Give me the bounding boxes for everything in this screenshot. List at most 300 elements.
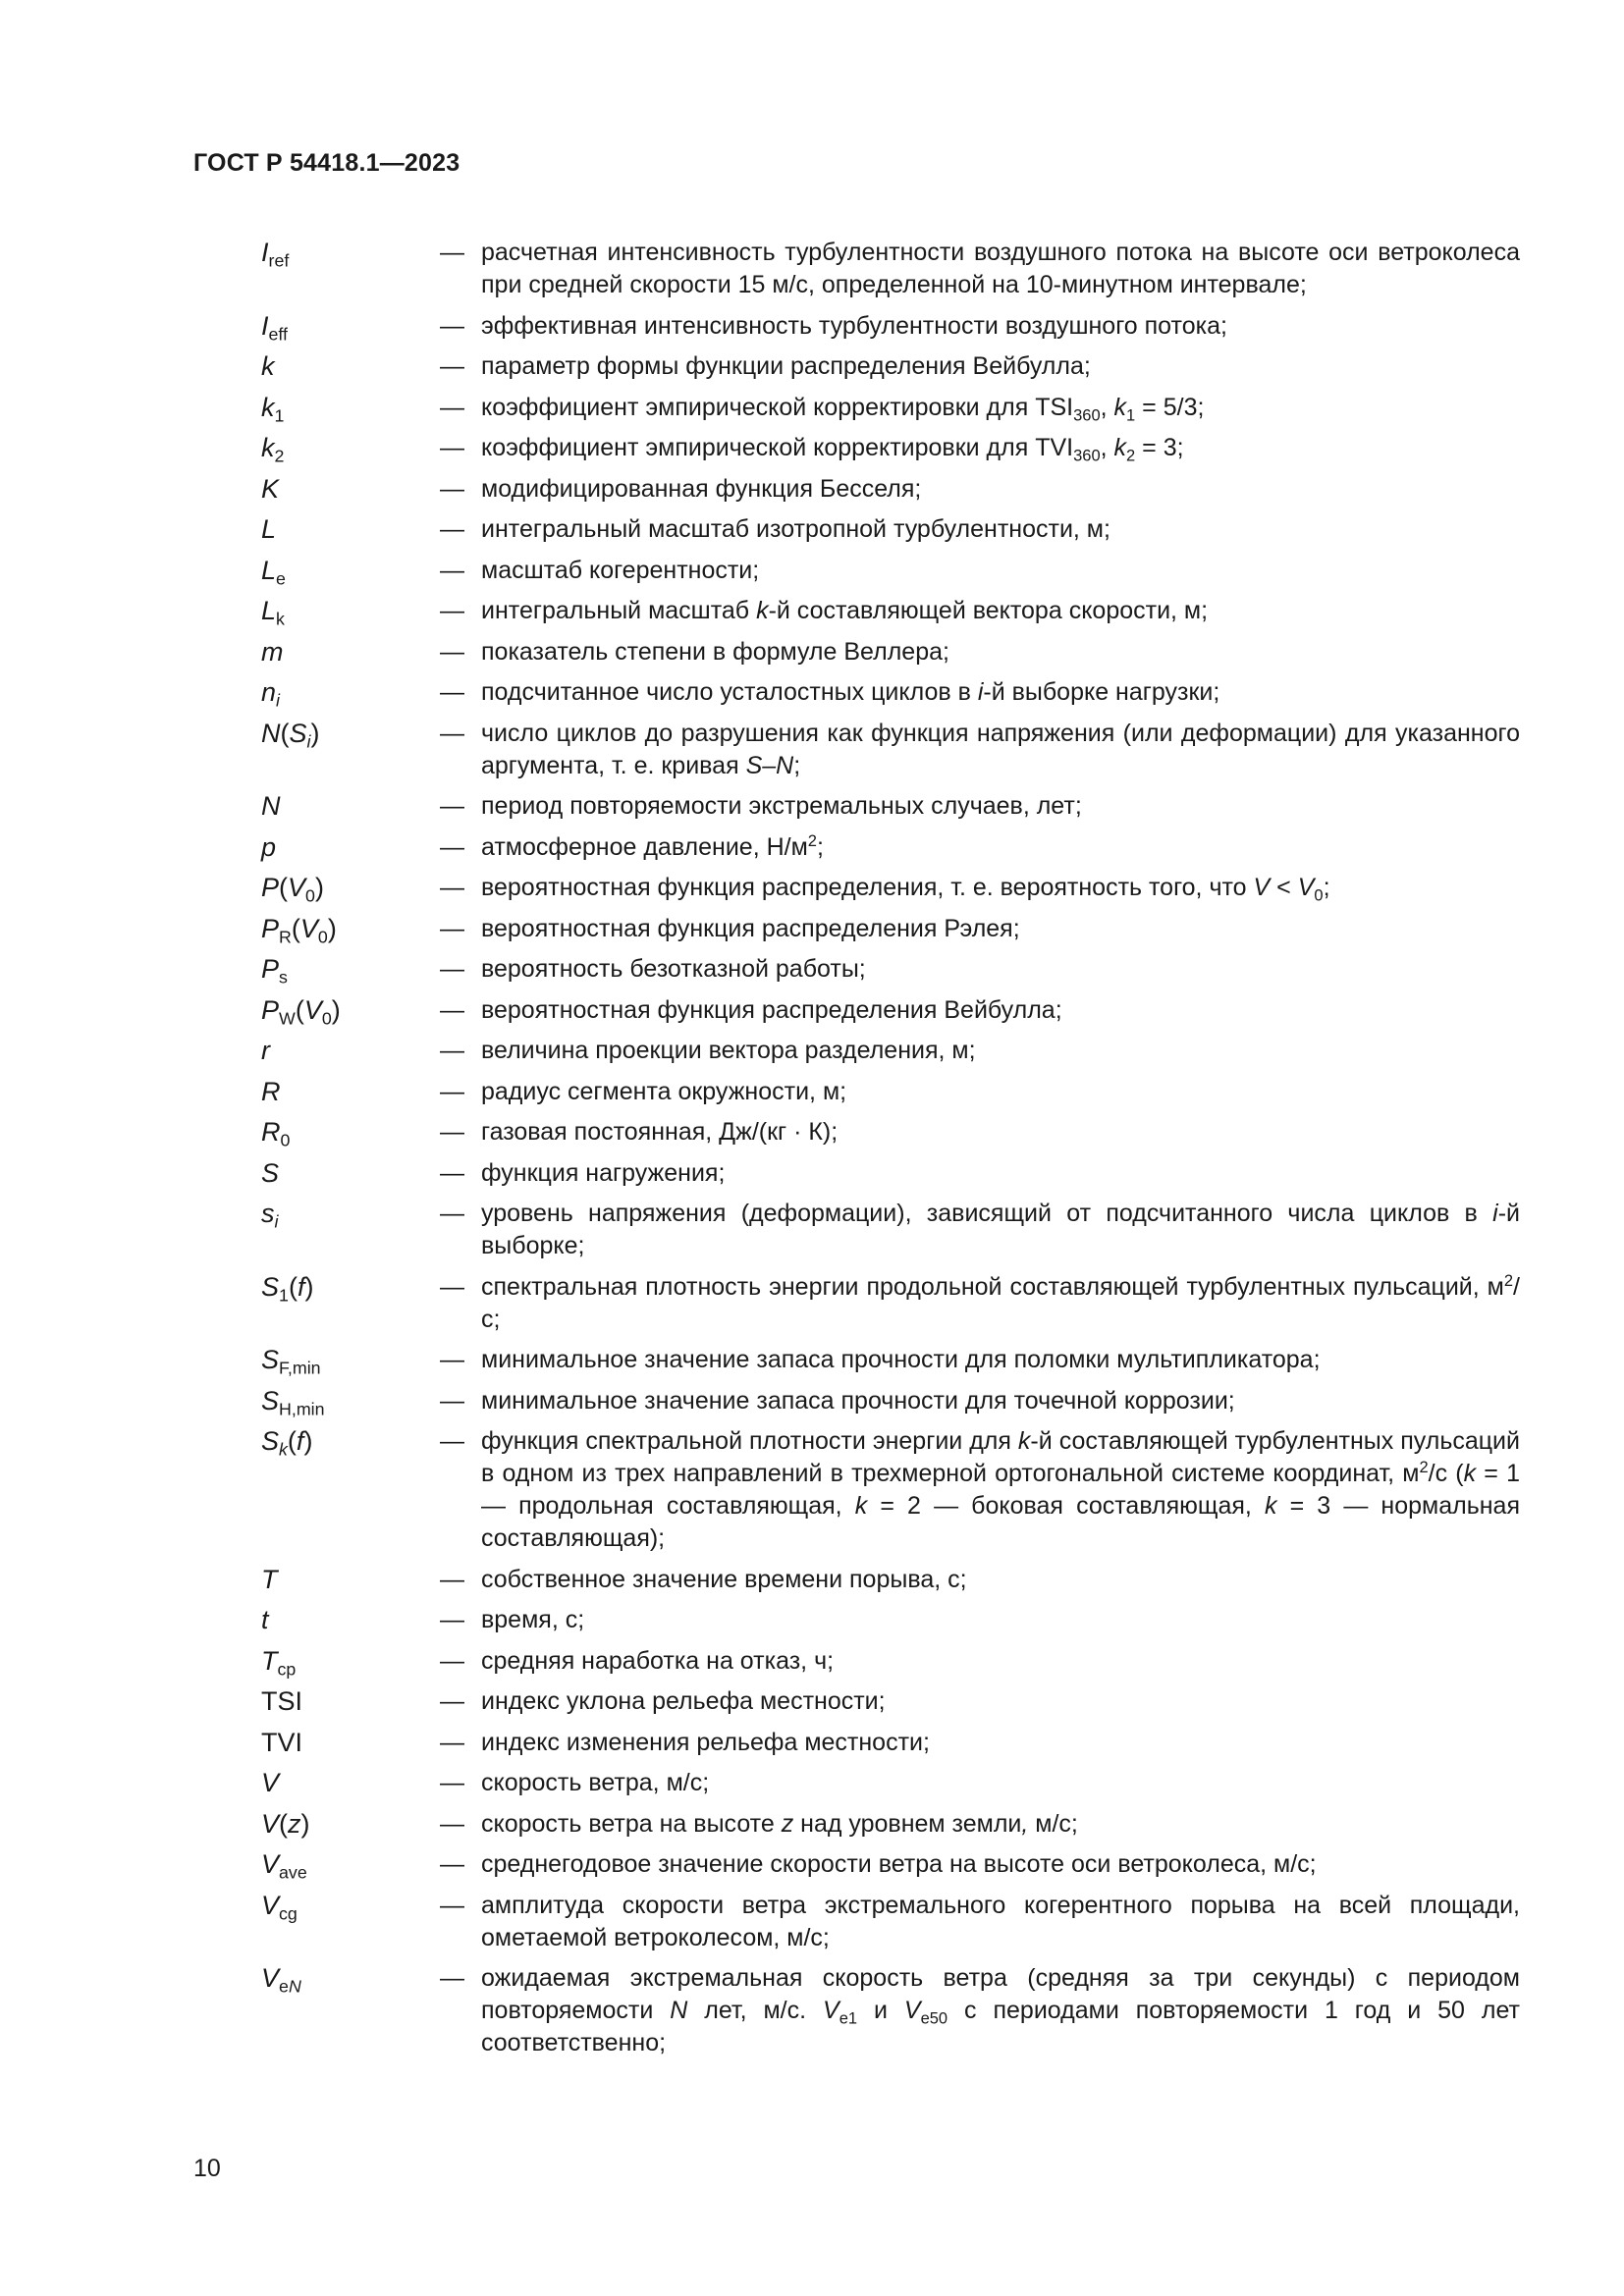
definition-text: [481, 636, 1520, 668]
definition-row: [261, 432, 1520, 464]
text-segment: k: [1113, 434, 1127, 461]
text-segment: TSI: [261, 1686, 303, 1716]
text-segment: f: [297, 1271, 305, 1302]
text-segment: (: [291, 913, 300, 943]
definition-text: [481, 1645, 1520, 1678]
definition-row: [261, 473, 1520, 506]
text-segment: k: [276, 609, 285, 629]
symbol: [261, 237, 440, 269]
text-segment: P: [261, 994, 280, 1025]
em-dash: —: [440, 874, 464, 901]
text-segment: 1: [279, 1285, 289, 1306]
definition-row: [261, 1116, 1520, 1148]
definition-row: [261, 237, 1520, 301]
em-dash: —: [440, 239, 464, 266]
text-segment: ): [310, 718, 320, 748]
definition-text: [481, 1604, 1520, 1636]
text-segment: -й составляющей вектора скорости, м;: [768, 597, 1209, 624]
text-segment: (: [287, 1426, 297, 1456]
text-segment: V: [261, 1849, 280, 1879]
definition-row: [261, 676, 1520, 709]
definition-row: [261, 1604, 1520, 1636]
text-segment: спектральная плотность энергии продольной составляющей турбулентных пульсаций, м: [481, 1272, 1504, 1301]
text-segment: V: [823, 1997, 839, 2024]
symbol: [261, 636, 440, 668]
definition-row: [261, 1808, 1520, 1841]
definition-row: [261, 1035, 1520, 1067]
symbol: [261, 310, 440, 343]
text-segment: 0: [1314, 886, 1324, 905]
text-segment: r: [261, 1036, 270, 1065]
text-segment: s: [279, 967, 288, 988]
symbol: [261, 790, 440, 823]
text-segment: V: [261, 1963, 280, 1993]
symbol: [261, 994, 440, 1027]
definition-text: [481, 1198, 1520, 1262]
text-segment: (: [279, 873, 289, 902]
em-dash: —: [440, 637, 464, 666]
text-segment: /с (: [1428, 1460, 1464, 1487]
text-segment: f: [296, 1426, 304, 1456]
text-segment: лет, м/с.: [687, 1997, 823, 2024]
text-segment: 2: [274, 446, 285, 466]
symbol: [261, 1385, 440, 1417]
text-segment: коэффициент эмпирической корректировки для TSI: [481, 393, 1074, 421]
text-segment: = 3;: [1135, 434, 1184, 461]
definition-text: [481, 350, 1520, 383]
text-segment: S–N: [745, 751, 794, 779]
symbol: [261, 1727, 440, 1759]
text-segment: 1: [274, 405, 285, 426]
text-segment: cg: [279, 1903, 298, 1924]
text-segment: V: [261, 1768, 280, 1797]
symbol: [261, 1076, 440, 1108]
text-segment: L: [261, 555, 277, 585]
text-segment: V: [303, 994, 322, 1025]
text-segment: = 5/3;: [1135, 393, 1205, 421]
symbol: [261, 1685, 440, 1718]
em-dash: —: [440, 1964, 464, 1992]
text-segment: i: [977, 678, 984, 706]
text-segment: i: [276, 690, 280, 711]
text-segment: (: [295, 994, 304, 1025]
text-segment: ave: [279, 1862, 307, 1883]
text-segment: k: [854, 1492, 868, 1520]
definition-row: [261, 1767, 1520, 1799]
text-segment: ;: [816, 832, 824, 861]
text-segment: подсчитанное число усталостных циклов в: [481, 678, 978, 706]
text-segment: эффективная интенсивность турбулентности воздушного потока;: [481, 311, 1227, 340]
em-dash: —: [440, 792, 464, 820]
symbol: [261, 1604, 440, 1636]
text-segment: ): [327, 913, 337, 943]
definition-text: [481, 790, 1520, 823]
text-segment: i: [1492, 1200, 1498, 1227]
text-segment: R: [279, 927, 292, 947]
symbol: [261, 831, 440, 864]
em-dash: —: [440, 1386, 464, 1415]
definition-text: [481, 310, 1520, 343]
definition-row: [261, 513, 1520, 546]
text-segment: ref: [268, 250, 290, 271]
text-segment: z: [288, 1808, 301, 1839]
text-segment: N: [288, 1976, 301, 1997]
text-segment: N: [670, 1997, 688, 2024]
em-dash: —: [440, 474, 464, 503]
definition-row: [261, 1344, 1520, 1376]
text-segment: интегральный масштаб изотропной турбулентности, м;: [481, 515, 1110, 543]
text-segment: W: [279, 1008, 296, 1029]
text-segment: вероятность безотказной работы;: [481, 955, 866, 983]
em-dash: —: [440, 1850, 464, 1878]
definition-row: [261, 392, 1520, 424]
text-segment: /с;: [481, 1272, 1520, 1333]
text-segment: амплитуда скорости ветра экстремального когерентного порыва на всей площади, ометаемой ветроколесом, м/с;: [481, 1891, 1520, 1951]
definition-row: [261, 994, 1520, 1027]
definition-row: [261, 555, 1520, 587]
symbol: [261, 555, 440, 587]
text-segment: коэффициент эмпирической корректировки для TVI: [481, 434, 1074, 461]
em-dash: —: [440, 1646, 464, 1675]
text-segment: атмосферное давление, Н/м: [481, 832, 808, 861]
em-dash: —: [440, 434, 464, 461]
definition-row: [261, 1890, 1520, 1954]
definition-text: [481, 1808, 1520, 1841]
text-segment: S: [261, 1157, 280, 1188]
text-segment: среднегодовое значение скорости ветра на высоте оси ветроколеса, м/с;: [481, 1850, 1317, 1878]
definition-row: [261, 1962, 1520, 2059]
text-segment: -й выборке нагрузки;: [983, 678, 1220, 706]
text-segment: V: [1297, 874, 1315, 901]
definition-row: [261, 1076, 1520, 1108]
symbol: [261, 676, 440, 709]
definition-row: [261, 718, 1520, 782]
em-dash: —: [440, 556, 464, 584]
text-segment: ): [314, 873, 324, 902]
text-segment: (: [280, 718, 290, 748]
text-segment: скорость ветра на высоте: [481, 1809, 782, 1838]
text-segment: и: [857, 1997, 904, 2024]
text-segment: 2: [1503, 1271, 1514, 1290]
definition-text: [481, 872, 1520, 904]
definition-row: [261, 1645, 1520, 1678]
symbol: [261, 595, 440, 627]
symbol: [261, 1035, 440, 1067]
symbol: [261, 432, 440, 464]
text-segment: интегральный масштаб: [481, 597, 757, 624]
em-dash: —: [440, 1728, 464, 1756]
em-dash: —: [440, 352, 464, 380]
text-segment: 2: [1419, 1458, 1429, 1476]
text-segment: 0: [321, 1008, 332, 1029]
text-segment: S: [289, 718, 307, 748]
definition-row: [261, 1385, 1520, 1417]
symbol: [261, 1198, 440, 1230]
text-segment: ;: [1323, 874, 1330, 901]
text-segment: S: [261, 1271, 280, 1302]
definition-text: [481, 1035, 1520, 1067]
text-segment: ): [331, 994, 341, 1025]
symbol: [261, 473, 440, 506]
text-segment: TVI: [261, 1727, 303, 1757]
em-dash: —: [440, 1769, 464, 1796]
text-segment: k: [261, 351, 275, 381]
definition-row: [261, 1727, 1520, 1759]
em-dash: —: [440, 678, 464, 706]
text-segment: P: [261, 954, 280, 984]
text-segment: k: [756, 597, 769, 624]
text-segment: I: [261, 238, 269, 267]
symbol: [261, 1157, 440, 1190]
text-segment: число циклов до разрушения как функция напряжения (или деформации) для указанного аргумента, т. е. кривая: [481, 719, 1520, 779]
text-segment: V: [288, 873, 306, 902]
text-segment: ): [304, 1271, 314, 1302]
text-segment: ,: [1100, 434, 1114, 461]
text-segment: z: [781, 1809, 794, 1838]
definition-row: [261, 1425, 1520, 1555]
text-segment: e: [276, 568, 286, 589]
text-segment: параметр формы функции распределения Вейбулла;: [481, 352, 1091, 380]
definition-text: [481, 1962, 1520, 2059]
symbol: [261, 872, 440, 904]
text-segment: L: [261, 596, 277, 625]
definition-text: [481, 1385, 1520, 1417]
text-segment: V: [261, 1808, 280, 1839]
text-segment: k: [1264, 1492, 1277, 1520]
em-dash: —: [440, 832, 464, 861]
text-segment: = 1 — продольная составляющая,: [481, 1460, 1520, 1520]
definition-text: [481, 555, 1520, 587]
definition-text: [481, 676, 1520, 709]
text-segment: S: [261, 1345, 280, 1374]
text-segment: e50: [920, 2009, 948, 2028]
text-segment: T: [261, 1645, 278, 1676]
text-segment: ,: [1021, 1809, 1029, 1838]
symbol: [261, 1848, 440, 1881]
text-segment: = 3 — нормальная составляющая);: [481, 1492, 1520, 1552]
text-segment: скорость ветра, м/с;: [481, 1769, 710, 1796]
text-segment: P: [261, 873, 280, 902]
text-segment: минимальное значение запаса прочности для поломки мультипликатора;: [481, 1346, 1321, 1373]
definition-text: [481, 392, 1520, 424]
em-dash: —: [440, 1891, 464, 1919]
text-segment: минимальное значение запаса прочности для точечной коррозии;: [481, 1386, 1235, 1415]
definition-text: [481, 237, 1520, 301]
definition-text: [481, 953, 1520, 986]
definition-text: [481, 1767, 1520, 1799]
em-dash: —: [440, 1037, 464, 1064]
text-segment: 360: [1073, 447, 1101, 465]
text-segment: V: [261, 1890, 280, 1920]
definition-text: [481, 1425, 1520, 1555]
symbol: [261, 1564, 440, 1596]
text-segment: k: [1463, 1460, 1477, 1487]
text-segment: собственное значение времени порыва, с;: [481, 1565, 967, 1593]
definition-text: [481, 1727, 1520, 1759]
definition-row: [261, 1848, 1520, 1881]
definition-row: [261, 1685, 1520, 1718]
text-segment: N: [261, 791, 281, 821]
symbol: [261, 1645, 440, 1678]
text-segment: показатель степени в формуле Веллера;: [481, 637, 949, 666]
text-segment: величина проекции вектора разделения, м;: [481, 1037, 976, 1064]
symbol: [261, 350, 440, 383]
text-segment: вероятностная функция распределения Рэлея;: [481, 914, 1020, 942]
symbol: [261, 1425, 440, 1458]
symbol: [261, 1962, 440, 1995]
text-segment: S: [261, 1426, 280, 1456]
text-segment: V: [299, 913, 318, 943]
em-dash: —: [440, 1118, 464, 1146]
text-segment: ,: [1100, 393, 1114, 421]
text-segment: k: [279, 1439, 288, 1460]
definition-text: [481, 513, 1520, 546]
text-segment: ср: [277, 1659, 297, 1680]
definition-text: [481, 1685, 1520, 1718]
text-segment: индекс уклона рельефа местности;: [481, 1687, 886, 1715]
symbol: [261, 953, 440, 986]
text-segment: радиус сегмента окружности, м;: [481, 1077, 847, 1105]
em-dash: —: [440, 311, 464, 340]
definition-row: [261, 1198, 1520, 1262]
text-segment: P: [261, 913, 280, 943]
em-dash: —: [440, 1809, 464, 1838]
text-segment: F,min: [279, 1358, 321, 1378]
symbol: [261, 1116, 440, 1148]
text-segment: 1: [1126, 405, 1136, 424]
text-segment: I: [261, 310, 269, 341]
text-segment: газовая постоянная, Дж/(кг · К);: [481, 1118, 839, 1146]
text-segment: (: [279, 1808, 289, 1839]
text-segment: с периодами повторяемости 1 год и 50 лет соответственно;: [481, 1997, 1521, 2056]
text-segment: 0: [280, 1130, 291, 1150]
em-dash: —: [440, 1606, 464, 1633]
text-segment: уровень напряжения (деформации), зависящий от подсчитанного числа циклов в: [481, 1200, 1493, 1227]
text-segment: N: [261, 718, 281, 748]
text-segment: м/с;: [1028, 1809, 1078, 1838]
text-segment: T: [261, 1564, 278, 1594]
em-dash: —: [440, 1200, 464, 1227]
text-segment: 2: [1126, 447, 1136, 465]
definition-text: [481, 1271, 1520, 1336]
em-dash: —: [440, 914, 464, 942]
text-segment: период повторяемости экстремальных случаев, лет;: [481, 792, 1082, 820]
text-segment: 360: [1073, 405, 1101, 424]
definition-text: [481, 1890, 1520, 1954]
text-segment: i: [274, 1211, 279, 1232]
definition-text: [481, 432, 1520, 464]
page-number: 10: [193, 2155, 221, 2182]
text-segment: S: [261, 1385, 280, 1415]
em-dash: —: [440, 393, 464, 421]
text-segment: e1: [839, 2009, 858, 2028]
text-segment: s: [261, 1199, 275, 1228]
em-dash: —: [440, 515, 464, 543]
text-segment: ): [303, 1426, 313, 1456]
text-segment: расчетная интенсивность турбулентности воздушного потока на высоте оси ветроколеса при средней скорости 15 м/с, определенной на 10-минутном интервале;: [481, 239, 1520, 298]
text-segment: 0: [305, 885, 315, 906]
text-segment: k: [261, 392, 275, 422]
text-segment: R: [261, 1076, 281, 1106]
text-segment: m: [261, 636, 284, 667]
document-header: ГОСТ Р 54418.1—2023: [193, 149, 460, 177]
definition-text: [481, 1157, 1520, 1190]
definition-text: [481, 1076, 1520, 1108]
definition-row: [261, 1157, 1520, 1190]
text-segment: ожидаемая экстремальная скорость ветра (средняя за три секунды) с периодом повторяемости: [481, 1964, 1520, 2024]
definition-text: [481, 595, 1520, 627]
definition-text: [481, 1564, 1520, 1596]
text-segment: модифицированная функция Бесселя;: [481, 474, 922, 503]
text-segment: функция нагружения;: [481, 1158, 726, 1187]
symbol: [261, 718, 440, 750]
text-segment: вероятностная функция распределения Вейбулла;: [481, 995, 1062, 1024]
text-segment: ): [300, 1808, 310, 1839]
definition-row: [261, 831, 1520, 864]
definition-row: [261, 350, 1520, 383]
text-segment: (: [288, 1271, 298, 1302]
text-segment: V: [1253, 874, 1271, 901]
text-segment: <: [1270, 874, 1298, 901]
symbol-list: [261, 237, 1520, 2068]
symbol: [261, 1344, 440, 1376]
text-segment: k: [1113, 393, 1127, 421]
text-segment: -й составляющей турбулентных пульсаций в одном из трех направлений в трехмерной ортогональной системе координат, м: [481, 1427, 1520, 1487]
text-segment: t: [261, 1605, 269, 1634]
text-segment: K: [261, 473, 280, 504]
em-dash: —: [440, 1272, 464, 1301]
em-dash: —: [440, 1427, 464, 1455]
definition-row: [261, 636, 1520, 668]
definition-row: [261, 790, 1520, 823]
definition-row: [261, 872, 1520, 904]
symbol: [261, 392, 440, 424]
symbol: [261, 1890, 440, 1922]
text-segment: 0: [317, 927, 328, 947]
text-segment: = 2 — боковая составляющая,: [867, 1492, 1265, 1520]
definition-row: [261, 953, 1520, 986]
em-dash: —: [440, 1158, 464, 1187]
definition-text: [481, 473, 1520, 506]
definition-text: [481, 831, 1520, 864]
text-segment: V: [903, 1997, 921, 2024]
definition-text: [481, 994, 1520, 1027]
definition-text: [481, 913, 1520, 945]
text-segment: R: [261, 1117, 281, 1147]
text-segment: 2: [807, 831, 817, 850]
em-dash: —: [440, 1346, 464, 1373]
text-segment: i: [306, 731, 311, 752]
text-segment: масштаб когерентности;: [481, 556, 760, 584]
text-segment: L: [261, 514, 277, 544]
definition-text: [481, 1116, 1520, 1148]
symbol: [261, 1767, 440, 1799]
text-segment: eff: [268, 324, 288, 345]
text-segment: функция спектральной плотности энергии для: [481, 1427, 1018, 1455]
text-segment: -й выборке;: [481, 1200, 1520, 1259]
text-segment: ;: [793, 751, 801, 779]
em-dash: —: [440, 719, 464, 747]
symbol: [261, 513, 440, 546]
text-segment: время, с;: [481, 1606, 585, 1633]
text-segment: индекс изменения рельефа местности;: [481, 1728, 930, 1756]
em-dash: —: [440, 1565, 464, 1593]
text-segment: n: [261, 677, 277, 707]
symbol: [261, 1808, 440, 1841]
text-segment: над уровнем земли: [793, 1809, 1022, 1838]
symbol: [261, 1271, 440, 1304]
definition-text: [481, 1848, 1520, 1881]
